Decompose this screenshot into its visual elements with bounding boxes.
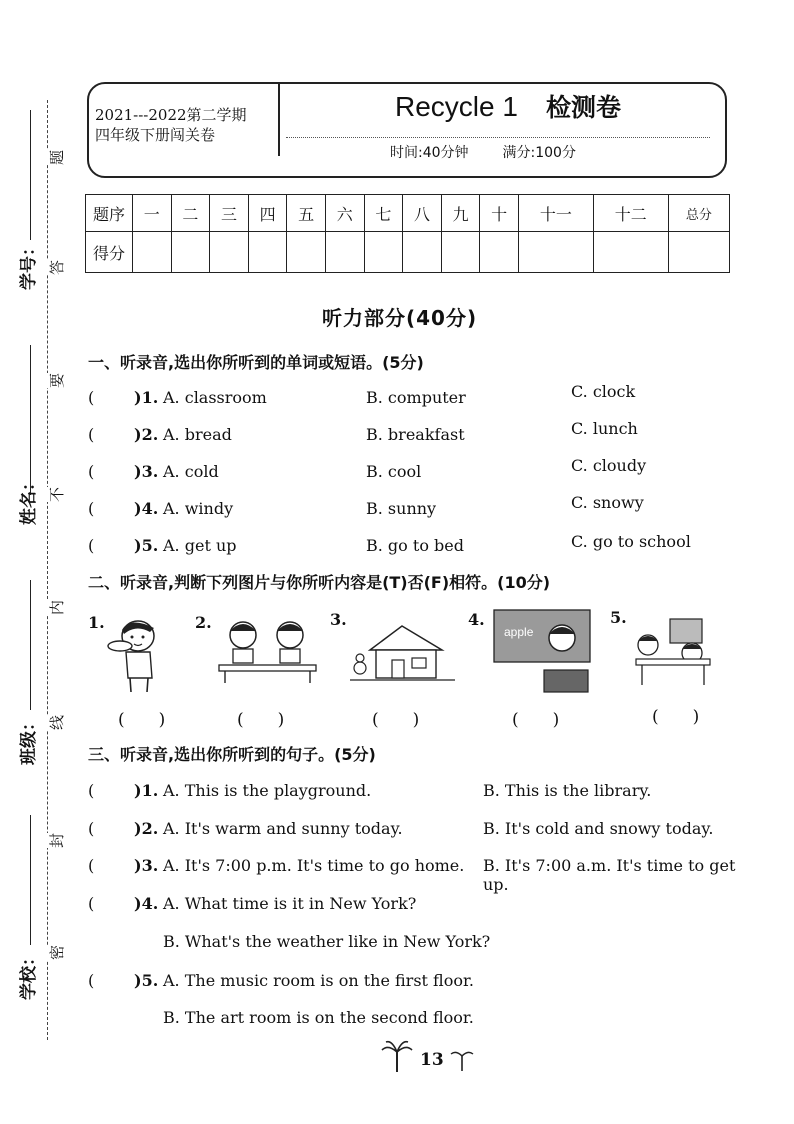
part1-item — [88, 493, 748, 521]
option-b: B. go to bed — [366, 536, 464, 555]
term-year: 2021---2022第二学期 — [95, 106, 247, 124]
page-title — [395, 88, 621, 124]
seal-char: 密 — [44, 945, 69, 960]
score-cell[interactable] — [403, 232, 442, 273]
score-value-row — [86, 232, 730, 273]
col-header: 四 — [248, 195, 287, 232]
score-cell[interactable] — [210, 232, 249, 273]
score-cell[interactable] — [480, 232, 519, 273]
part3-heading: 三、听录音,选出你所听到的句子。(5分) — [88, 745, 376, 764]
score-cell[interactable] — [518, 232, 593, 273]
score-cell[interactable] — [171, 232, 210, 273]
option-b: B. cool — [366, 462, 422, 481]
score-cell[interactable] — [325, 232, 364, 273]
board-word: apple — [504, 625, 534, 639]
score-cell[interactable] — [287, 232, 326, 273]
score-cell[interactable] — [364, 232, 403, 273]
class-label: 班级： — [19, 714, 39, 765]
option-a: A. get up — [163, 536, 237, 555]
title-cn: 检测卷 — [545, 93, 621, 122]
computer-room-icon — [630, 615, 715, 687]
picture-number: 4. — [468, 610, 485, 629]
listening-section-title: 听力部分(40分) — [322, 306, 478, 330]
part1-item — [88, 382, 748, 410]
part3-item — [88, 894, 748, 916]
col-header-total: 总分 — [668, 195, 729, 232]
student-id-label: 学号： — [19, 239, 39, 290]
field-line — [30, 580, 31, 710]
time-limit: 时间:40分钟 — [390, 145, 469, 161]
col-header: 十 — [480, 195, 519, 232]
school-label: 学校： — [19, 949, 39, 1000]
seal-char: 题 — [44, 150, 69, 165]
score-cell[interactable] — [593, 232, 668, 273]
answer-bracket[interactable]: ( — [88, 388, 95, 407]
col-header: 九 — [441, 195, 480, 232]
answer-bracket[interactable]: ( — [88, 425, 95, 444]
option-b: B. It's cold and snowy today. — [483, 819, 714, 838]
col-header: 五 — [287, 195, 326, 232]
score-header-row — [86, 195, 730, 232]
part1-item — [88, 532, 748, 558]
col-header: 六 — [325, 195, 364, 232]
score-cell[interactable] — [441, 232, 480, 273]
header-term-info — [95, 105, 280, 145]
answer-blank[interactable]: ( ) — [652, 707, 700, 727]
title-main: Recycle 1 — [395, 91, 518, 122]
option-c: C. cloudy — [571, 456, 647, 475]
col-header: 七 — [364, 195, 403, 232]
boy-eating-icon — [100, 610, 170, 695]
field-line — [30, 345, 31, 495]
answer-bracket[interactable]: ( — [88, 536, 95, 555]
option-c: C. lunch — [571, 419, 638, 438]
field-line — [30, 815, 31, 945]
picture-number: 2. — [195, 613, 212, 632]
option-b: B. sunny — [366, 499, 437, 518]
score-cell[interactable] — [133, 232, 172, 273]
col-header: 一 — [133, 195, 172, 232]
item-number: )1. — [134, 388, 159, 407]
page-number: 13 — [420, 1050, 444, 1070]
part3-item — [88, 971, 748, 993]
answer-bracket[interactable]: ( — [88, 462, 95, 481]
option-a: A. This is the playground. — [163, 781, 372, 800]
picture-number: 5. — [610, 608, 627, 627]
option-a: A. cold — [163, 462, 219, 481]
item-number: )4. — [134, 894, 159, 913]
seal-char: 线 — [44, 715, 69, 730]
item-number: )3. — [134, 856, 159, 875]
score-cell[interactable] — [668, 232, 729, 273]
option-a: A. classroom — [163, 388, 267, 407]
col-header: 十二 — [593, 195, 668, 232]
answer-bracket[interactable]: ( — [88, 971, 95, 990]
answer-blank[interactable]: ( ) — [118, 710, 166, 730]
option-b: B. This is the library. — [483, 781, 652, 800]
option-a: A. The music room is on the first floor. — [163, 971, 474, 990]
option-a: A. windy — [163, 499, 234, 518]
option-c: C. go to school — [571, 532, 691, 551]
answer-bracket[interactable]: ( — [88, 856, 95, 875]
part1-item — [88, 419, 748, 447]
name-label: 姓名： — [19, 474, 39, 525]
children-reading-icon — [215, 615, 320, 685]
part1-item — [88, 456, 748, 484]
answer-bracket[interactable]: ( — [88, 894, 95, 913]
answer-bracket[interactable]: ( — [88, 781, 95, 800]
option-b: B. The art room is on the second floor. — [163, 1008, 474, 1027]
score-table — [85, 194, 730, 273]
option-b: B. breakfast — [366, 425, 465, 444]
teacher-board-icon — [492, 608, 592, 693]
field-line — [30, 110, 31, 240]
item-number: )4. — [134, 499, 159, 518]
picture-number: 1. — [88, 613, 105, 632]
header-dotted-rule — [286, 137, 710, 138]
option-b: B. What's the weather like in New York? — [163, 932, 491, 951]
snowy-house-icon — [350, 620, 455, 685]
seal-char: 要 — [44, 373, 69, 388]
answer-bracket[interactable]: ( — [88, 819, 95, 838]
col-header: 十一 — [518, 195, 593, 232]
palm-tree-icon — [450, 1046, 474, 1072]
part2-heading: 二、听录音,判断下列图片与你所听内容是(T)否(F)相符。(10分) — [88, 573, 551, 592]
term-grade: 四年级下册闯关卷 — [95, 126, 216, 144]
score-cell[interactable] — [248, 232, 287, 273]
seal-char: 不 — [44, 487, 69, 502]
answer-blank[interactable]: ( ) — [512, 710, 560, 730]
full-score: 满分:100分 — [502, 145, 576, 161]
option-b: B. It's 7:00 a.m. It's time to get up. — [483, 856, 736, 894]
item-number: )1. — [134, 781, 159, 800]
item-number: )2. — [134, 819, 159, 838]
option-b: B. computer — [366, 388, 466, 407]
picture-number: 3. — [330, 610, 347, 629]
page-footer — [380, 1038, 480, 1078]
part1-heading: 一、听录音,选出你所听到的单词或短语。(5分) — [88, 353, 424, 372]
option-c: C. clock — [571, 382, 636, 401]
option-a: A. What time is it in New York? — [163, 894, 417, 913]
part3-item — [88, 856, 748, 894]
col-header: 三 — [210, 195, 249, 232]
seal-char: 封 — [44, 833, 69, 848]
answer-bracket[interactable]: ( — [88, 499, 95, 518]
answer-blank[interactable]: ( ) — [372, 710, 420, 730]
seal-char: 答 — [44, 260, 69, 275]
item-number: )5. — [134, 536, 159, 555]
item-number: )2. — [134, 425, 159, 444]
option-c: C. snowy — [571, 493, 644, 512]
row-label: 得分 — [86, 232, 133, 273]
palm-tree-icon — [380, 1038, 414, 1074]
part3-item — [88, 819, 748, 841]
part3-item — [88, 781, 748, 803]
col-header: 八 — [403, 195, 442, 232]
option-a: A. It's 7:00 p.m. It's time to go home. — [163, 856, 465, 875]
option-a: A. bread — [163, 425, 232, 444]
seal-dashed-line — [47, 100, 48, 1040]
item-number: )3. — [134, 462, 159, 481]
seal-char: 内 — [44, 600, 69, 615]
exam-meta — [390, 142, 576, 162]
row-label: 题序 — [86, 195, 133, 232]
col-header: 二 — [171, 195, 210, 232]
item-number: )5. — [134, 971, 159, 990]
option-a: A. It's warm and sunny today. — [163, 819, 403, 838]
answer-blank[interactable]: ( ) — [237, 710, 285, 730]
